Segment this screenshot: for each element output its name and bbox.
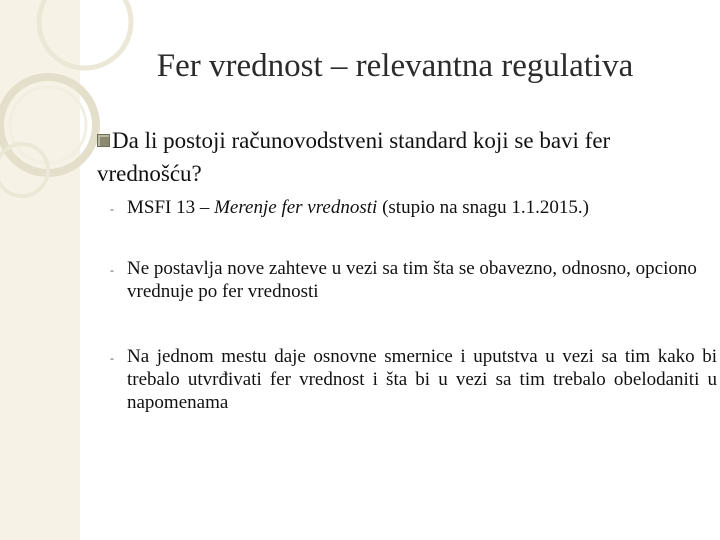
list-item-text (127, 197, 589, 218)
list-item-text: Na jednom mestu daje osnovne smernice i uputstva u vezi sa tim kako bi trebalo utvrđivati fer vrednost i šta bi u vezi sa tim trebalo obelodaniti u napomenama (127, 346, 717, 413)
question-text: Da li postoji računovodstveni standard koji se bavi fer vrednošću? (97, 128, 611, 186)
slide-title: Fer vrednost – relevantna regulativa (156, 48, 634, 84)
list-item (110, 345, 717, 414)
dash-bullet-icon: - (110, 263, 114, 277)
list-item (110, 257, 717, 303)
list-item (110, 196, 717, 219)
dash-bullet-icon: - (110, 351, 114, 365)
list-item-text-suffix: (stupio na snagu 1.1.2015.) (377, 197, 589, 218)
question-paragraph (97, 124, 697, 190)
list-item-text-prefix: MSFI 13 – (127, 197, 215, 218)
list-item-text-italic: Merenje fer vrednosti (214, 197, 378, 218)
square-bullet-icon (97, 134, 110, 147)
list-item-text: Ne postavlja nove zahteve u vezi sa tim šta se obavezno, odnosno, opciono vrednuje po fer vrednosti (127, 258, 697, 302)
dash-bullet-icon: - (110, 202, 114, 216)
